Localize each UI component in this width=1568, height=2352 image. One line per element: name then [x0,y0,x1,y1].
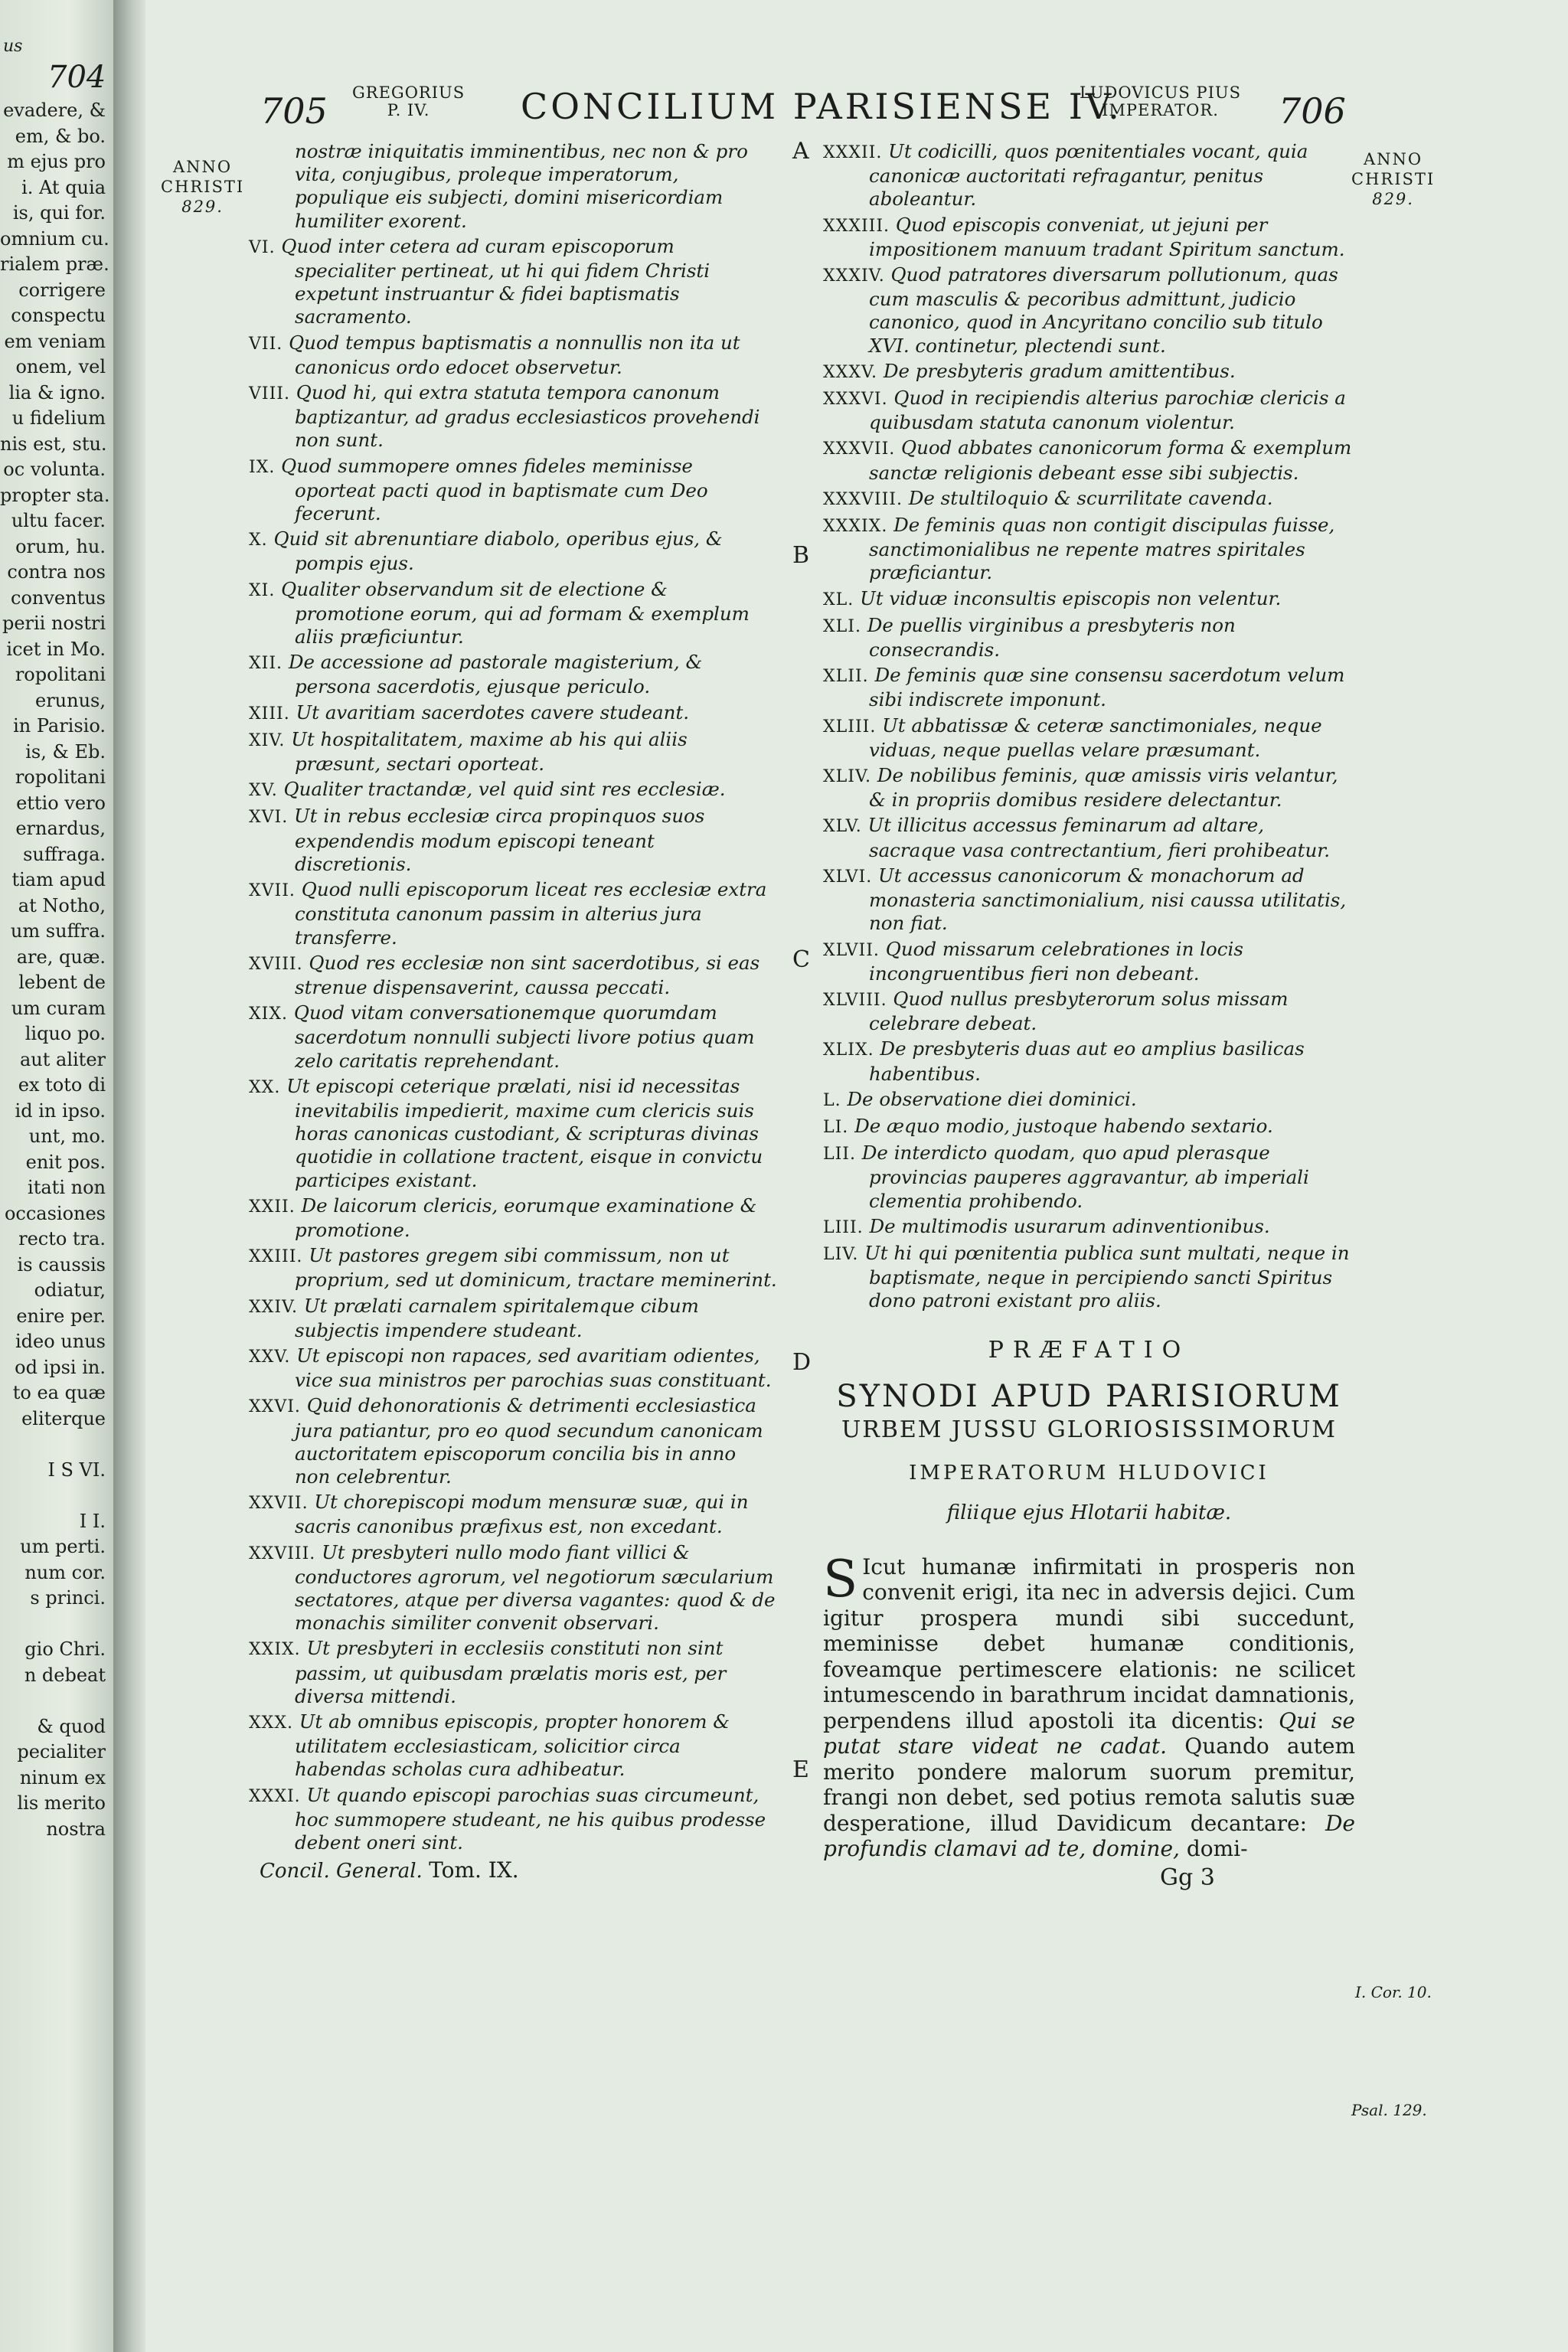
left-page-line: s princi. [30,1587,106,1609]
chapter-right-item [823,1242,1355,1313]
chapter-text: Quod patratores diversarum pollutionum, quas cum masculis & pecoribus admittunt, judicio canonico, quod in Ancyritano concilio sub titulo XVI. continetur, plectendi sunt. [869,263,1338,357]
left-page-line: recto tra. [18,1228,106,1250]
left-page-line: is, qui for. [12,202,106,224]
chapter-number: XXVI. [249,1397,301,1417]
left-page-line: ninum ex [19,1766,106,1788]
header-emperor-name: LUDOVICUS PIUS [1080,83,1241,102]
left-page-line: odiatur, [34,1279,106,1301]
chapter-list-left [249,235,777,1854]
year-note-left [161,157,244,217]
chapter-text: Qualiter observandum sit de electione & promotione eorum, qui ad formam & exemplum aliis præficiuntur. [281,577,750,648]
chapter-left-item [249,1784,777,1855]
chapter-text: De puellis virginibus a presbyteris non consecrandis. [867,613,1236,662]
preface-body [823,1549,1355,1862]
left-page-line: ettio vero [16,792,106,814]
chapter-right-item [823,263,1355,358]
chapter-right-item [823,1142,1355,1213]
year-note-left-christi: CHRISTI [161,178,245,196]
chapter-number: VI. [249,237,276,257]
chapter-left-item [249,651,777,698]
chapter-number: XL. [823,590,854,609]
scripture-quote-2: De profundis clamavi ad te, domine, [823,1810,1355,1862]
left-page-line: unt, mo. [28,1125,106,1147]
left-page-line: is caussis [17,1253,106,1276]
chapter-right-item [823,387,1355,434]
chapter-text: De feminis quas non contigit discipulas fuisse, sanctimonialibus ne repente matres spiritales præficiantur. [869,514,1335,584]
left-page-line: itati non [28,1177,106,1198]
left-page-line: are, quæ. [16,946,106,968]
chapter-number: LIII. [823,1217,864,1237]
chapter-text: Ut avaritiam sacerdotes cavere studeant. [296,701,690,724]
preface-body-part-1: Icut humanæ infirmitati in prosperis non convenit erigi, ita nec in adversis dejici. Cum igitur prospera mundi sibi succedunt, meminisse debet humanæ conditionis, foveamque pertimescere elationis: ne scilicet intumescendo in barathrum incidat damnationis, perpendens illud apostoli ita dicentis: [823,1553,1355,1733]
chapter-left-item [249,878,777,949]
left-page-line: contra nos [7,561,106,583]
left-page-line: orum, hu. [15,535,106,557]
left-page-line: em veniam [4,330,106,352]
preface-title-line-3: IMPERATORUM HLUDOVICI [909,1462,1269,1485]
chapter-right-item [823,664,1355,711]
left-page-line: n debeat [24,1664,106,1686]
left-page-line: occasiones [4,1202,106,1224]
chapter-right-item [823,1115,1355,1139]
left-page-line: ernardus, [15,818,106,839]
chapter-right-item [823,1088,1355,1112]
chapter-right-item [823,1215,1355,1240]
chapter-text: Ut ab omnibus episcopis, propter honorem & utilitatem ecclesiasticam, solicitior circa habendas scholas cura adhibeatur. [295,1710,730,1781]
chapter-number: LII. [823,1145,856,1165]
left-page-line: ropolitani [15,664,106,685]
page-number-right: 706 [1279,90,1346,132]
left-page-line: is, & Eb. [25,740,106,763]
left-page-line: lebent de [18,972,106,993]
left-page-line: tiam apud [11,869,106,890]
chapter-left-item [249,528,777,575]
chapter-number: XIX. [249,1004,289,1024]
running-header [145,77,1568,138]
chapter-number: IX. [249,457,276,477]
chapter-text: Ut hospitalitatem, maxime ab his qui aliis præsunt, sectari oporteat. [291,727,688,776]
chapter-text: Quid dehonorationis & detrimenti ecclesiastica jura patiantur, pro eo quod secundum canonicam auctoritatem episcoporum concilia bis in anno non celebrentur. [295,1394,763,1488]
chapter-text: Ut viduæ inconsultis episcopis non velentur. [860,586,1282,609]
chapter-text: De laicorum clericis, eorumque examinatione & promotione. [295,1194,757,1241]
left-page-line: em, & bo. [15,125,106,147]
chapter-number: XX. [249,1077,281,1097]
header-emperor [1080,84,1241,119]
left-page-line: um curam [11,997,106,1019]
chapter-text: De observatione diei dominici. [847,1087,1137,1110]
chapter-number: L. [823,1090,841,1110]
chapter-right-item [823,938,1355,985]
chapter-number: XI. [249,580,276,600]
left-page-line: I S VI. [47,1459,106,1481]
left-page-line: um suffra. [10,920,106,942]
chapter-number: XVII. [249,881,296,901]
chapter-right-item [823,514,1355,585]
left-page-line: eliterque [21,1407,106,1429]
chapter-left-item [249,728,777,776]
chapter-text: Ut pastores gregem sibi commissum, non ut proprium, sed ut dominicum, tractare meminerint. [295,1244,777,1292]
chapter-number: XLVII. [823,940,880,960]
header-pope-number: P. IV. [387,101,430,119]
chapter-text: Quod summopere omnes fideles meminisse oporteat pacti quod in baptismate cum Deo fecerunt. [281,454,708,525]
chapter-left-item [249,1710,777,1782]
chapter-right-item [823,988,1355,1035]
chapter-number: XLIII. [823,717,877,737]
chapter-left-item [249,381,777,452]
preface-body-part-2: Quando autem merito pondere malorum suorum premitur, frangi non debet, sed potius remota salutis suæ desperatione, illud Davidicum decantare: [823,1733,1355,1836]
left-page-line: liquo po. [24,1023,106,1044]
chapter-number: XLIX. [823,1040,874,1060]
left-page-line: um perti. [20,1536,106,1557]
chapter-text: De æquo modio, justoque habendo sextario. [854,1114,1273,1137]
chapter-text: Quod abbates canonicorum forma & exemplum sanctæ religionis debeant esse sibi subjectis. [869,436,1352,484]
chapter-right-item [823,764,1355,812]
chapter-text: Ut abbatissæ & ceteræ sanctimoniales, neque viduas, neque puellas velare præsumant. [869,714,1322,761]
left-page-line: oc volunta. [3,459,106,480]
chapter-text: Quod res ecclesiæ non sint sacerdotibus, si eas strenue dispensaverint, caussa peccati. [295,951,760,998]
chapter-text: De nobilibus feminis, quæ amissis viris velantur, & in propriis domibus residere delectantur. [869,764,1338,812]
chapter-left-item [249,1075,777,1192]
chapter-left-item [249,1244,777,1292]
left-page-line [0,1483,115,1509]
left-page-line: icet in Mo. [6,638,106,660]
left-page-line [0,1688,115,1714]
chapter-number: XVI. [249,808,289,828]
chapter-text: Quod episcopis conveniat, ut jejuni per impositionem manuum tradant Spiritum sanctum. [869,213,1345,260]
chapter-text: De multimodis usurarum adinventionibus. [869,1214,1270,1237]
chapter-text: Ut presbyteri in ecclesiis constituti non sint passim, ut quibusdam prælatis moris est, per diversa mittendi. [295,1637,727,1707]
chapter-number: XXXII. [823,143,883,162]
chapter-left-item [249,1637,777,1708]
chapter-number: XXVIII. [249,1544,316,1563]
chapter-text: De feminis quæ sine consensu sacerdotum velum sibi indiscrete imponunt. [869,664,1345,711]
margin-letter-a: A [792,138,809,165]
chapter-text: Ut illicitus accessus feminarum ad altare, sacraque vasa contrectantium, fieri prohibeatur. [867,814,1331,861]
chapter-text: De stultiloquio & scurrilitate cavenda. [908,486,1273,509]
chapter-number: X. [249,531,268,550]
margin-reference-2: Psal. 129. [1351,2101,1427,2119]
chapter-number: XLII. [823,667,869,687]
preface-title-line-1: SYNODI APUD PARISIORUM [836,1378,1342,1414]
chapter-number: LI. [823,1117,849,1137]
left-page-line: & quod [37,1715,106,1737]
left-facing-page [0,0,115,2352]
chapter-number: XLVI. [823,867,873,887]
chapter-left-item [249,1194,777,1242]
chapter-number: XXX. [249,1713,293,1733]
chapter-number: XII. [249,654,283,674]
chapter-text: Quod tempus baptismatis a nonnullis non ita ut canonicus ordo edocet observetur. [289,331,740,378]
chapter-number: XXIV. [249,1297,299,1317]
left-page-line: ultu facer. [11,510,106,531]
left-page-line: enit pos. [25,1151,106,1173]
preface-title-line-4: filiique ejus Hlotarii habitæ. [946,1501,1232,1525]
chapter-left-item [249,1541,777,1635]
left-page-line: i. At quia [21,176,106,198]
margin-reference-1: I. Cor. 10. [1355,1983,1432,2001]
chapter-text: Ut quando episcopi parochias suas circumeunt, hoc summopere studeant, ne his quibus prodesse debent oneri sint. [295,1783,766,1854]
left-page-number: 704 [47,60,106,95]
left-page-line: aut aliter [19,1048,106,1070]
chapter-text: De presbyteris gradum amittentibus. [883,359,1236,382]
left-page-line: nostra [46,1818,106,1840]
left-page-line: lis merito [17,1792,106,1814]
chapter-number: XXXVI. [823,390,888,410]
chapter-left-item [249,805,777,876]
chapter-right-item [823,214,1355,261]
chapter-right-item [823,814,1355,861]
chapter-number: XXVII. [249,1494,309,1514]
chapter-number: XXIX. [249,1640,301,1660]
left-page-line: perii nostri [2,612,106,634]
left-page-line: gio Chri. [24,1638,106,1660]
left-page-line: ropolitani [15,766,106,788]
chapter-number: XXXIII. [823,216,890,236]
year-note-right-christi: CHRISTI [1351,170,1436,188]
chapter-right-item [823,614,1355,662]
scripture-quote-1: Qui se putat stare videat ne cadat. [823,1707,1355,1759]
chapter-text: De accessione ad pastorale magisterium, & persona sacerdotis, ejusque periculo. [288,651,703,698]
header-pope [352,84,465,119]
chapter-text: Quod nullus presbyterorum solus missam celebrare debeat. [869,987,1289,1035]
year-note-right [1351,149,1435,209]
left-page-line: od ipsi in. [15,1356,106,1378]
chapter-text: Ut in rebus ecclesiæ circa propinquos suos expendendis modum episcopi teneant discretionis. [294,805,705,875]
chapter-left-item [249,952,777,999]
chapter-number: XXXVIII. [823,489,903,509]
chapter-left-item [249,1001,777,1073]
left-page-line: erunus, [35,689,106,711]
left-page-line: enire per. [16,1305,106,1327]
chapter-text: Ut episcopi ceterique prælati, nisi id necessitas inevitabilis impedierit, maxime cum clericis suis horas canonicas custodiant, & scripturas divinas quotidie in collatione tractent, eisque in convictu participes existant. [286,1074,763,1191]
chapter-number: XLIV. [823,767,871,787]
chapter-left-item [249,455,777,526]
chapter-number: VII. [249,334,283,354]
year-note-right-year: 829. [1372,190,1414,208]
left-page-line: u fidelium [11,407,106,429]
chapter-number: XVIII. [249,954,303,974]
chapter-right-item [823,140,1355,211]
chapter-left-item [249,1344,777,1392]
main-page [145,0,1568,2352]
chapter-left-item [249,1394,777,1488]
chapter-number: XLV. [823,817,862,837]
volume-footer [249,1859,777,1883]
chapter-number: XLVIII. [823,990,887,1010]
footer-volume: Tom. IX. [429,1857,519,1883]
chapter-text: Ut hi qui pœnitentia publica sunt multati, neque in baptismate, neque in percipiendo sancti Spiritus dono patroni existant pro aliis. [864,1241,1350,1312]
left-page-line: to ea quæ [12,1382,106,1403]
catchword: domi- [1186,1836,1248,1862]
left-page-lines [0,98,115,1842]
chapter-text: Quod inter cetera ad curam episcoporum specialiter pertineat, ut hi qui fidem Christi expetunt instruantur & fidei baptismatis sacramento. [281,234,710,328]
chapter-text: Ut chorepiscopi modum mensuræ suæ, qui in sacris canonibus præfixus est, non excedant. [295,1491,749,1538]
chapter-number: XXXI. [249,1786,301,1806]
chapter-text: Qualiter tractandæ, vel quid sint res ecclesiæ. [283,778,726,801]
left-page-line: conventus [11,586,106,609]
chapter-number: VIII. [249,384,290,404]
left-page-line: evadere, & [3,100,106,121]
left-page-line: m ejus pro [7,151,106,172]
book-gutter [113,0,147,2352]
chapter-number: XXXIX. [823,517,888,537]
chapter-left-item [249,1295,777,1342]
chapter-left-item [249,332,777,379]
year-note-left-anno: ANNO [173,158,233,176]
chapter-text: Ut presbyteri nullo modo fiant villici & conductores agrorum, vel negotiorum sæcularium sectatores, atque per diversa vagantes: quod & de monachis similiter convenit observari. [295,1540,776,1635]
chapter-left-item [249,701,777,726]
left-page-line: pecialiter [17,1741,106,1762]
chapter-left-item [249,235,777,329]
left-page-line: onem, vel [15,356,106,377]
year-note-left-year: 829. [181,198,224,216]
chapter-number: XIV. [249,730,286,750]
chapter-right-item [823,864,1355,936]
chapter-text: De presbyteris duas aut eo amplius basilicas habentibus. [869,1037,1305,1085]
margin-letter-b: B [792,542,810,569]
left-page-line: I I. [79,1510,106,1532]
preface-heading: PRÆFATIO [988,1336,1191,1364]
chapter-number: XXXIV. [823,266,885,286]
chapter-text: Quod hi, qui extra statuta tempora canonum baptizantur, ad gradus ecclesiasticos provehendi non sunt. [295,381,760,452]
header-emperor-title: IMPERATOR. [1102,101,1219,119]
left-page-line: suffraga. [23,843,106,865]
chapter-text: Quod vitam conversationemque quorumdam sacerdotum nonnulli subjecti livore potius quam zelo caritatis reprehendant. [293,1001,755,1072]
left-page-line: omnium cu. [0,227,109,250]
page-number-left: 705 [260,90,328,132]
left-page-line: ideo unus [15,1331,106,1352]
chapter-number: XXV. [249,1347,291,1367]
chapter-text: Ut prælati carnalem spiritalemque cibum subjectis impendere studeant. [295,1294,699,1341]
left-page-line: corrigere [18,279,106,301]
chapter-right-item [823,436,1355,484]
header-pope-name: GREGORIUS [352,83,466,102]
drop-cap: S [823,1549,858,1609]
preface-title-line-2: URBEM JUSSU GLORIOSISSIMORUM [841,1416,1338,1443]
left-page-line: id in ipso. [15,1099,106,1122]
chapter-left-item [249,578,777,649]
left-page-line: nis est, stu. [0,433,107,455]
chapter-text: Quod nulli episcoporum liceat res ecclesiæ extra constituta canonum passim in alterius jura transferre. [295,878,767,949]
right-column [823,140,1355,1890]
left-page-line: conspectu [11,305,106,326]
chapter-right-item [823,487,1355,511]
left-page-line: ex toto di [18,1074,106,1096]
signature-mark: Gg 3 [1160,1864,1215,1891]
left-page-line: propter sta. [0,484,110,506]
chapter-text: De interdicto quodam, quo apud plerasque provincias pauperes aggravantur, ab imperiali clementia prohibendo. [861,1142,1309,1212]
chapter-left-item [249,1491,777,1538]
chapter-right-item [823,587,1355,612]
chapter-number: XXIII. [249,1247,303,1267]
chapter-number: XV. [249,781,278,801]
chapter-text: Ut episcopi non rapaces, sed avaritiam odientes, vice sua ministros per parochias suas constituant. [295,1344,772,1392]
chapter-text: Quid sit abrenuntiare diabolo, operibus ejus, & pompis ejus. [273,528,723,575]
chapter-right-item [823,360,1355,384]
chapter-left-item [249,778,777,802]
margin-letter-c: C [792,946,810,973]
left-page-line [0,1432,115,1458]
chapter-list-right [823,140,1355,1313]
footer-collection: Concil. General. [260,1860,423,1883]
margin-letter-e: E [792,1756,809,1783]
margin-letter-d: D [792,1349,812,1376]
left-page-line [0,1612,115,1638]
chapter-text: Ut accessus canonicorum & monachorum ad monasteria sanctimonialium, nisi caussa utilitatis, non fiat. [869,864,1347,935]
chapter-number: XLI. [823,616,861,636]
page-title: CONCILIUM PARISIENSE IV. [521,86,1122,127]
left-page-line: rialem præ. [0,253,109,275]
chapter-number: XXII. [249,1197,296,1217]
chapter-number: XXXVII. [823,439,896,459]
chapter-number: XIII. [249,704,290,724]
left-page-mark: us [3,37,23,56]
left-page-line: in Parisio. [13,715,106,737]
chapter-right-item [823,714,1355,762]
chapter-right-item [823,1037,1355,1085]
left-page-line: lia & igno. [8,381,106,403]
chapter-text: Ut codicilli, quos pœnitentiales vocant, quia canonicæ auctoritati refragantur, penitus aboleantur. [869,140,1308,211]
chapter-text: Quod missarum celebrationes in locis incongruentibus fieri non debeant. [869,937,1243,985]
left-column [249,140,777,1883]
left-page-line: num cor. [24,1561,106,1583]
chapter-text: Quod in recipiendis alterius parochiæ clericis a quibusdam statuta canonum violentur. [869,387,1346,434]
left-column-lead: nostræ iniquitatis imminentibus, nec non & pro vita, conjugibus, proleque imperatorum, populique eis subjecti, domini misericordiam humiliter exorent. [295,140,748,232]
chapter-number: LIV. [823,1244,859,1264]
chapter-number: XXXV. [823,362,878,382]
year-note-right-anno: ANNO [1364,150,1423,168]
left-page-line: at Notho, [18,894,106,916]
